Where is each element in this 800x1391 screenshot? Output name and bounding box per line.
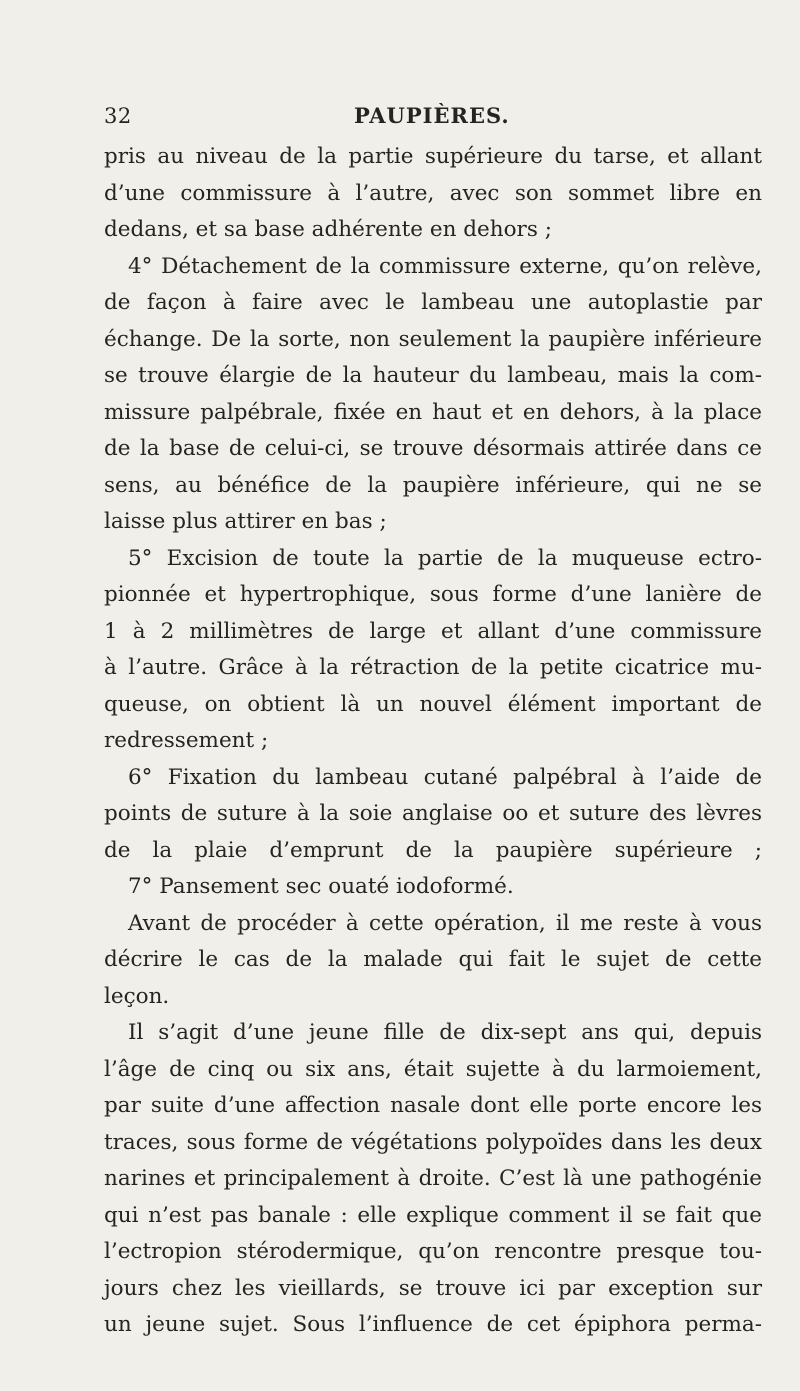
text-line: sens, au bénéfice de la paupière inférieure, qui ne se [104,472,762,498]
text-line: 1 à 2 millimètres de large et allant d’une commissure [104,618,762,644]
text-line: l’âge de cinq ou six ans, était sujette à du larmoiement, [104,1056,762,1082]
text-line: Il s’agit d’une jeune fille de dix-sept ans qui, depuis [128,1020,762,1045]
text-line: pionnée et hypertrophique, sous forme d’une lanière de [104,582,762,607]
text-line: dedans, et sa base adhérente en dehors ; [104,217,552,242]
text-line: pris au niveau de la partie supérieure du tarse, et allant [104,144,762,169]
text-line: Avant de procéder à cette opération, il me reste à vous [128,910,762,936]
text-line: narines et principalement à droite. C’est là une pathogénie [104,1166,762,1191]
text-line: 4° Détachement de la commissure externe, qu’on relève, [128,253,762,279]
text-line: laisse plus attirer en bas ; [104,509,387,534]
text-line: par suite d’une affection nasale dont elle porte encore les [104,1093,762,1118]
text-line: traces, sous forme de végétations polypoïdes dans les deux [104,1129,762,1155]
text-line: décrire le cas de la malade qui fait le sujet de cette [104,947,762,972]
text-line: un jeune sujet. Sous l’influence de cet épiphora perma- [104,1312,762,1337]
text-line: missure palpébrale, fixée en haut et en dehors, à la place [104,399,762,425]
text-line: jours chez les vieillards, se trouve ici par exception sur [104,1275,762,1301]
text-line: échange. De la sorte, non seulement la paupière inférieure [104,326,762,352]
body-text [104,139,762,1344]
text-line: queuse, on obtient là un nouvel élément important de [104,691,762,717]
text-line: 7° Pansement sec ouaté iodoformé. [128,874,514,899]
text-line: points de suture à la soie anglaise oo et suture des lèvres [104,801,762,826]
text-line: l’ectropion stérodermique, qu’on rencontre presque tou- [104,1239,762,1264]
text-line: d’une commissure à l’autre, avec son sommet libre en [104,180,762,206]
text-line: à l’autre. Grâce à la rétraction de la petite cicatrice mu- [104,655,762,680]
text-line: de la base de celui-ci, se trouve désormais attirée dans ce [104,436,762,461]
page-number: 32 [104,104,132,128]
text-line: redressement ; [104,728,269,753]
text-line: de façon à faire avec le lambeau une autoplastie par [104,290,762,315]
page-header [104,101,764,131]
running-title: PAUPIÈRES. [354,103,510,128]
text-line: leçon. [104,983,170,1009]
text-line: 6° Fixation du lambeau cutané palpébral à l’aide de [128,764,762,790]
text-line: se trouve élargie de la hauteur du lambeau, mais la com- [104,363,762,388]
text-line: qui n’est pas banale : elle explique comment il se fait que [104,1202,762,1228]
text-line: de la plaie d’emprunt de la paupière supérieure ; [104,837,762,863]
text-line: 5° Excision de toute la partie de la muqueuse ectro- [128,545,762,571]
